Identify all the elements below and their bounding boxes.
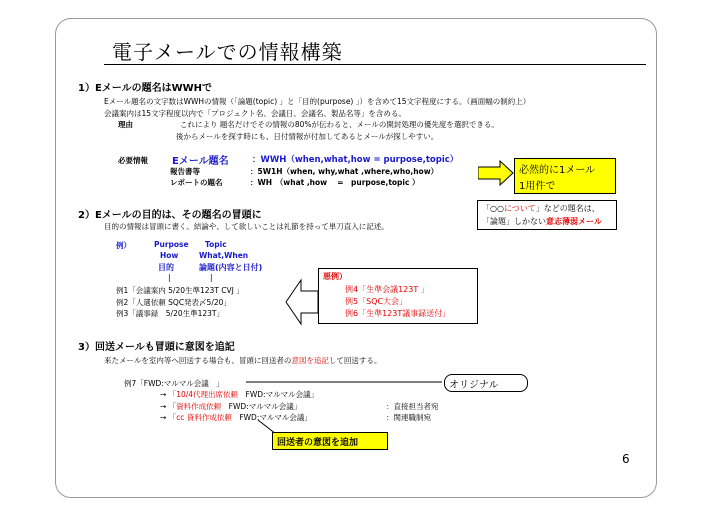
report-title-label: レポートの題名: [170, 178, 223, 187]
title-underline: [104, 64, 646, 65]
section2-line1: 目的の情報は冒頭に書く。結論や、して欲しいことは礼節を持って単刀直入に記述。: [104, 222, 389, 231]
section2-heading: 2）Eメールの目的は、その題名の冒頭に: [78, 210, 262, 221]
arrow-icon: →: [160, 390, 167, 399]
report-title-formula: ：WH （what ,how = purpose,topic ）: [250, 178, 420, 187]
arrow-icon: →: [160, 402, 167, 411]
intent-label: 回送者の意図を追加: [277, 438, 359, 448]
section1-heading: 1）Eメールの題名はWWHで: [78, 83, 213, 94]
required-info-label: 必要情報: [118, 156, 148, 165]
email-title-label: Eメール題名: [172, 156, 229, 167]
forward-row-2: → 「資料作成依頼 FWD:マルマル会議」: [160, 402, 302, 411]
note-line2-a: 「論題」しかない: [482, 217, 546, 226]
report-label: 報告書等: [170, 167, 200, 176]
section3-line1-a: 来たメールを室内等へ回送する場合も、冒頭に回送者の: [104, 356, 292, 365]
right-arrow-icon: [478, 160, 514, 186]
fwd3-note: ：関連職制宛: [386, 413, 431, 422]
tick-topic: |: [210, 273, 213, 282]
note-line1-red: について: [503, 204, 536, 213]
weak-mail-note: [477, 200, 617, 230]
forward-row-1: → 「10/4代理出席依頼 FWD:マルマル会議」: [160, 390, 319, 399]
bad-example5: 例5「SQC大会」: [345, 297, 408, 306]
bad-example6: 例6「生準123T議事録送付」: [345, 309, 451, 318]
callout-line1: 必然的に1メール: [519, 165, 596, 176]
example2: 例2「人選依頼 SQC発表〆5/20」: [116, 298, 231, 307]
fwd1-intent: 10/4代理出席依頼: [176, 390, 239, 399]
fwd2-intent: 資料作成依頼: [176, 402, 222, 411]
page-number: 6: [622, 452, 630, 466]
tick-purpose: |: [168, 273, 171, 282]
report-formula: ：5W1H（when, why,what ,where,who,how）: [250, 167, 439, 176]
how-label: How: [160, 251, 179, 260]
section3-heading: 3）回送メールも冒頭に意図を追記: [78, 342, 235, 353]
email-title-formula: ：WWH（when,what,how = purpose,topic）: [252, 155, 459, 165]
fwd3-intent: cc 資料作成依頼: [176, 413, 232, 422]
example-label: 例）: [116, 241, 131, 250]
bad-examples-box: [318, 268, 478, 324]
original-label: オリジナル: [449, 380, 499, 391]
reason-label: 理由: [118, 120, 133, 129]
section1-line1: Eメール題名の文字数はWWHの情報（「論題(topic) 」と「目的(purpose) 」）を含めて15文字程度にする。（画面幅の制約上）: [104, 97, 531, 106]
purpose-label: Purpose: [154, 240, 189, 249]
topic-label: Topic: [205, 240, 227, 249]
example7: 例7「FWD:マルマル会議 」: [124, 379, 224, 388]
intent-callout: [272, 432, 388, 450]
note-line2-red: 意志薄弱メール: [546, 217, 602, 226]
left-arrow-icon: [285, 278, 319, 326]
reason-text1: これにより 題名だけでその情報の80%が伝わると、メールの開封処理の優先度を選択できる。: [180, 120, 499, 129]
example1: 例1「会議案内 5/20生準123T CVJ 」: [116, 286, 244, 295]
section1-line2: 会議案内は15文字程度以内で「プロジェクト名、会議日、会議名、製品名等」を含める。: [104, 109, 406, 118]
reason-text2: 後からメールを探す時にも、日付情報が付加してあるとメールが探しやすい。: [176, 132, 439, 141]
forward-row-3: → 「cc 資料作成依頼 FWD:マルマル会議」: [160, 413, 312, 422]
note-line1-b: 」などの題名は、: [535, 204, 600, 213]
callout-line2: 1用件で: [519, 181, 556, 192]
topic-jp-label: 論題(内容と日付): [199, 263, 263, 272]
section3-line1-b: して回送する。: [328, 356, 382, 365]
example3: 例3「議事録 5/20生準123T」: [116, 309, 225, 318]
what-when-label: What,When: [199, 251, 249, 260]
arrow-icon: →: [160, 413, 167, 422]
section3-line1: [104, 355, 381, 366]
original-callout: [444, 374, 528, 392]
fwd2-note: ：直接担当者宛: [386, 402, 439, 411]
bad-example-label: 悪例）: [323, 272, 347, 281]
callout-one-mail-one-topic: [514, 158, 616, 194]
bad-example4: 例4「生準会議123T 」: [345, 285, 429, 294]
note-line1-a: 「○○: [482, 204, 504, 213]
section3-line1-red: 意図を追記: [291, 356, 329, 365]
page-title: 電子メールでの情報構築: [112, 40, 343, 64]
purpose-jp-label: 目的: [158, 263, 174, 272]
